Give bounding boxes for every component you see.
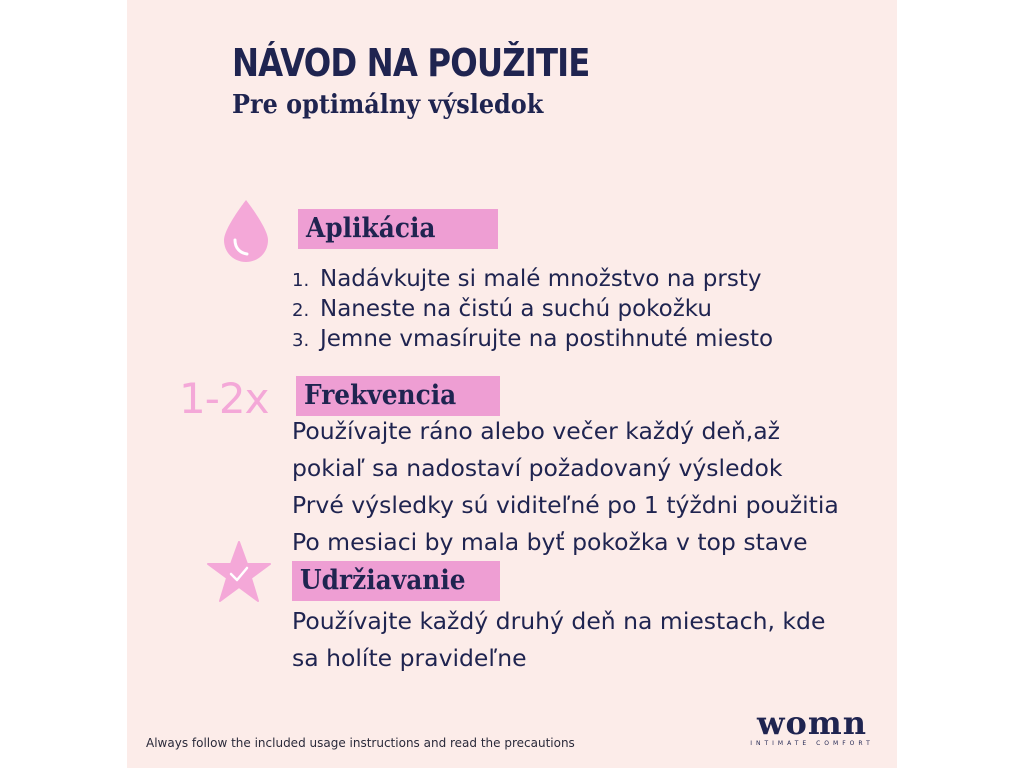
step-number: 1. — [292, 270, 310, 291]
brand-logo — [747, 706, 877, 748]
step-text: Naneste na čistú a suchú pokožku — [320, 296, 712, 322]
drop-icon — [221, 198, 271, 264]
list-item — [292, 325, 773, 355]
text-line: Používajte ráno alebo večer každý deň,až — [292, 417, 780, 445]
text-line: Po mesiaci by mala byť pokožka v top stave — [292, 528, 808, 556]
text-line: Používajte každý druhý deň na miestach, kde — [292, 607, 826, 635]
footer-note: Always follow the included usage instructions and read the precautions — [146, 736, 575, 750]
list-item — [292, 265, 773, 295]
section-heading-maintenance: Udržiavanie — [292, 561, 500, 601]
step-number: 3. — [292, 330, 310, 351]
frequency-text — [292, 413, 839, 561]
text-line: sa holíte pravideľne — [292, 644, 527, 672]
brand-tagline: INTIMATE COMFORT — [750, 740, 874, 747]
brand-name: womn — [756, 704, 867, 742]
text-line: Prvé výsledky sú viditeľné po 1 týždni použitia — [292, 491, 839, 519]
step-text: Jemne vmasírujte na postihnuté miesto — [320, 326, 774, 352]
section-heading-application: Aplikácia — [298, 209, 498, 249]
step-text: Nadávkujte si malé množstvo na prsty — [320, 266, 762, 292]
application-steps — [292, 265, 773, 355]
frequency-badge: 1-2x — [179, 374, 269, 423]
instruction-card — [127, 0, 897, 768]
section-heading-frequency: Frekvencia — [296, 376, 500, 416]
text-line: pokiaľ sa nadostaví požadovaný výsledok — [292, 454, 783, 482]
page-subtitle: Pre optimálny výsledok — [232, 90, 544, 120]
page-title: NÁVOD NA POUŽITIE — [232, 41, 590, 85]
list-item — [292, 295, 773, 325]
maintenance-text — [292, 603, 825, 677]
step-number: 2. — [292, 300, 310, 321]
star-check-icon — [206, 540, 272, 604]
